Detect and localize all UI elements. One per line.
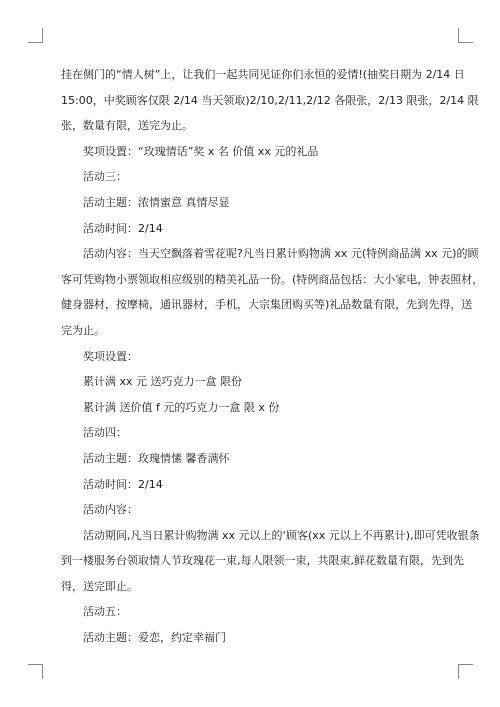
text-line: 15:00，中奖顾客仅限 2/14 当天领取)2/10,2/11,2/12 各限张，2/13 限张，2/14 限 bbox=[61, 93, 479, 107]
text-line: 到一楼服务台领取情人节玫瑰花一束,每人限领一束，共限束,鲜花数量有限，先到先 bbox=[61, 554, 464, 568]
document-body bbox=[61, 62, 484, 651]
text-line: 活动期间,凡当日累计购物满 xx 元以上的‘顾客(xx 元以上不再累计),即可凭收银条 bbox=[83, 528, 480, 542]
text-line: 累计满 送价值 f 元的巧克力一盒 限 x 份 bbox=[83, 400, 280, 414]
text-line: 活动内容：当天空飘落着雪花呢?凡当日累计购物满 xx 元(特例商品满 xx 元)的顾 bbox=[83, 247, 479, 261]
text-line: 奖项设置：“玫瑰情话”奖 x 名 价值 xx 元的礼品 bbox=[83, 144, 319, 158]
text-line: 活动五： bbox=[83, 605, 127, 619]
text-line: 活动时间：2/14 bbox=[83, 477, 163, 491]
text-line: 健身器材，按摩椅，通讯器材，手机，大宗集团购买等)礼品数量有限，先到先得，送 bbox=[61, 298, 473, 312]
text-line: 张，数量有限，送完为止。 bbox=[61, 119, 193, 133]
crop-mark-top-right bbox=[458, 28, 473, 43]
text-line: 奖项设置： bbox=[83, 349, 138, 363]
text-line: 挂在侧门的“情人树”上，让我们一起共同见证你们永恒的爱情!(抽奖日期为 2/14 日 bbox=[61, 68, 465, 81]
text-line: 活动四： bbox=[83, 426, 127, 440]
text-line: 活动主题：玫瑰情愫 馨香满怀 bbox=[83, 451, 230, 465]
text-line: 客可凭购物小票领取相应级别的精美礼品一份。(特例商品包括：大小家电，钟表照材， bbox=[61, 272, 484, 286]
text-line: 累计满 xx 元 送巧克力一盒 限份 bbox=[83, 375, 243, 389]
crop-mark-bottom-left bbox=[28, 664, 43, 679]
text-line: 活动三： bbox=[83, 170, 127, 184]
crop-mark-bottom-right bbox=[458, 664, 473, 679]
crop-mark-top-left bbox=[28, 28, 43, 43]
text-line: 完为止。 bbox=[61, 323, 105, 337]
text-line: 得，送完即止。 bbox=[61, 579, 138, 593]
text-line: 活动主题：爱恋，约定幸福门 bbox=[83, 631, 226, 645]
text-line: 活动主题：浓情蜜意 真情尽显 bbox=[83, 195, 230, 209]
text-line: 活动时间：2/14 bbox=[83, 221, 163, 235]
text-line: 活动内容： bbox=[83, 503, 138, 517]
